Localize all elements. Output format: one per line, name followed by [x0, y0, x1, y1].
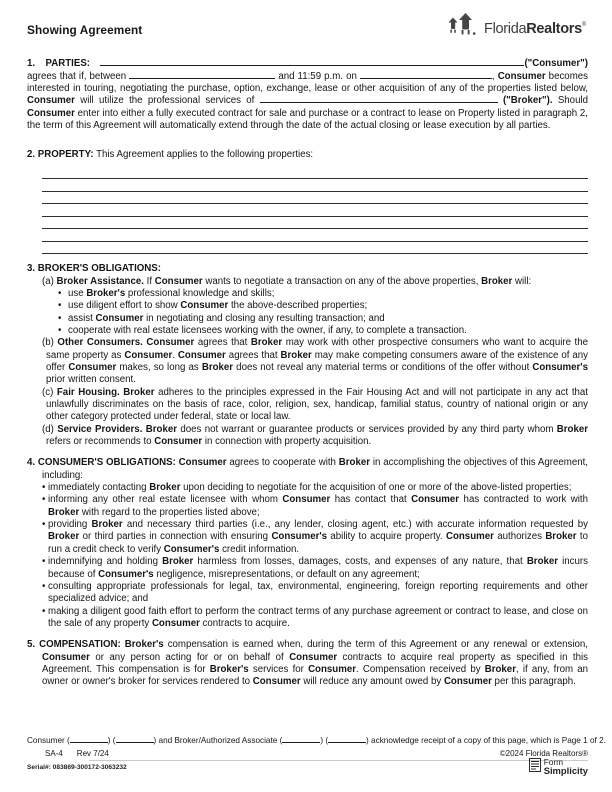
- section-property: [27, 149, 588, 254]
- registered-mark: ®: [581, 21, 586, 28]
- page-footer: [27, 736, 606, 776]
- acknowledgment-line: Consumer ( ) ( ) and Broker/Authorized Associate ( ) ( ) acknowledge receipt of a copy of this page, which is Page 1 of 2.: [27, 736, 606, 745]
- blank-field[interactable]: [129, 71, 275, 79]
- broker-assistance-bullets: [58, 288, 588, 337]
- property-blank-line[interactable]: [42, 229, 588, 242]
- serial-number: Serial#: 083869-300172-3063232: [27, 763, 127, 771]
- list-item: • use Broker's professional knowledge and skills;: [58, 288, 588, 300]
- logo-realtors-text: Realtors: [526, 20, 582, 37]
- fair-housing-item: (c) Fair Housing. Broker adheres to the principles expressed in the Fair Housing Act and will not participate in any act that unlawfully discriminates on the basis of race, color, religion, sex, handicap, familial status, country of national origin or any other category protected under federal, state or local law.: [42, 386, 588, 423]
- compensation-paragraph: 5. COMPENSATION: Broker's compensation is earned when, during the term of this Agreement or any renewal or extension, Consumer or any person acting for or on behalf of Consumer contracts to acquire real property as specified in this Agreement. This compensation is for Broker's services for Consumer. Compensation received by Broker, if any, from an owner or owner's broker for services rendered to Consumer will reduce any amount owed by Consumer per this paragraph.: [27, 639, 588, 688]
- copyright-text: ©2024 Florida Realtors®: [499, 748, 588, 758]
- property-blank-line[interactable]: [42, 167, 588, 180]
- consumers-obligations-heading: 4. CONSUMER'S OBLIGATIONS: Consumer agrees to cooperate with Broker in accomplishing the objectives of this Agreement, including:: [27, 457, 588, 481]
- form-simplicity-line1: Form: [543, 757, 564, 767]
- form-code-group: [45, 749, 109, 759]
- blank-field[interactable]: [282, 736, 320, 743]
- logo-florida-text: Florida: [484, 20, 527, 37]
- blank-field[interactable]: [360, 71, 492, 79]
- blank-field[interactable]: [116, 736, 154, 743]
- list-item: • providing Broker and necessary third parties (i.e., any lender, closing agent, etc.) with accurate information requested by Broker or third parties in connection with ensuring Consumer's ability to acquire property. Consumer authorizes Broker to run a credit check to verify Consumer's credit information.: [42, 519, 588, 556]
- section-compensation: [27, 639, 588, 688]
- property-blank-line[interactable]: [42, 242, 588, 255]
- property-blank-line[interactable]: [42, 192, 588, 205]
- form-code: SA-4: [45, 748, 63, 758]
- logo-wordmark: [484, 19, 586, 35]
- florida-realtors-logo: [447, 12, 586, 41]
- brokers-obligations-heading: 3. BROKER'S OBLIGATIONS:: [27, 263, 161, 275]
- section-brokers-obligations: [27, 263, 588, 448]
- list-item: • cooperate with real estate licensees working with the owner, if any, to complete a transaction.: [58, 325, 588, 337]
- service-providers-item: (d) Service Providers. Broker does not warrant or guarantee products or services provided by any third party whom Broker refers or recommends to Consumer in connection with property acquisition.: [42, 423, 588, 448]
- form-meta-row: [27, 749, 588, 759]
- parties-paragraph: 1. PARTIES: ("Consumer") agrees that if, between and 11:59 p.m. on , Consumer becomes interested in touring, negotiating the purchase, option, exchange, lease or other acquisition of any of the properties listed below, Consumer will utilize the professional services of ("Broker"). Should Consumer enter into either a fully executed contract for sale and purchase or a contract to lease on Property listed in paragraph 2, the term of this Agreement will automatically extend through the date of the actual closing or lease execution by all parties.: [27, 58, 588, 132]
- other-consumers-item: (b) Other Consumers. Consumer agrees that Broker may work with other prospective consumers who want to acquire the same property as Consumer. Consumer agrees that Broker may make competing consumers aware of the existence of any offer Consumer makes, so long as Broker does not reveal any material terms or conditions of the offer without Consumer's prior written consent.: [42, 337, 589, 386]
- blank-field[interactable]: [260, 95, 498, 103]
- houses-icon: [447, 12, 481, 41]
- property-blank-line[interactable]: [42, 217, 588, 230]
- footer-divider: [89, 760, 588, 761]
- section-parties: [27, 58, 588, 132]
- list-item: • assist Consumer in negotiating and closing any resulting transaction; and: [58, 313, 588, 325]
- list-item: • informing any other real estate licensee with whom Consumer has contact that Consumer has contracted to work with Broker with regard to the properties listed above;: [42, 494, 588, 519]
- blank-field[interactable]: [328, 736, 366, 743]
- property-blank-line[interactable]: [42, 204, 588, 217]
- form-simplicity-wordmark: [544, 758, 588, 776]
- revision-label: Rev 7/24: [76, 748, 109, 758]
- list-item: • use diligent effort to show Consumer the above-described properties;: [58, 300, 588, 312]
- form-simplicity-line2: Simplicity: [543, 764, 588, 776]
- consumers-obligations-bullets: [42, 482, 588, 630]
- page-title: Showing Agreement: [27, 23, 143, 37]
- property-heading: 2. PROPERTY: This Agreement applies to the following properties:: [27, 149, 314, 161]
- property-lines: [42, 167, 588, 255]
- list-item: • making a diligent good faith effort to perform the contract terms of any purchase agreement or contract to lease, and close on the sale of any property Consumer contracts to acquire.: [42, 606, 588, 631]
- list-item: • indemnifying and holding Broker harmless from losses, damages, costs, and expenses of any nature, that Broker incurs because of Consumer's negligence, misrepresentations, or default on any agreement;: [42, 556, 588, 581]
- form-simplicity-logo: [529, 758, 588, 776]
- property-blank-line[interactable]: [42, 179, 588, 192]
- broker-assistance-item: (a) Broker Assistance. If Consumer wants to negotiate a transaction on any of the above properties, Broker will:: [42, 275, 532, 287]
- list-item: • consulting appropriate professionals for legal, tax, environmental, engineering, foreign reporting requirements and other specialized advice; and: [42, 581, 588, 606]
- blank-field[interactable]: [100, 58, 524, 66]
- blank-field[interactable]: [70, 736, 108, 743]
- form-simplicity-icon: [529, 758, 541, 775]
- list-item: • immediately contacting Broker upon deciding to negotiate for the acquisition of one or more of the above-listed properties;: [42, 482, 588, 494]
- section-consumers-obligations: [27, 457, 588, 630]
